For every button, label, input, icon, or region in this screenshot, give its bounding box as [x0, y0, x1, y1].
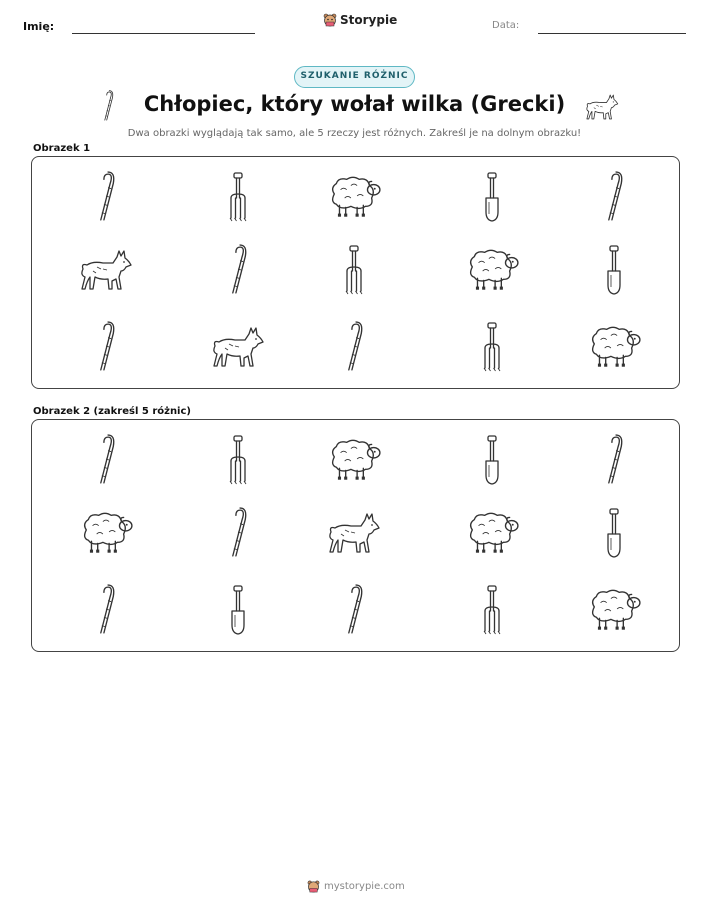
picture1-pitchfork-icon [227, 172, 249, 222]
bear-logo-icon [323, 13, 337, 27]
name-label: Imię: [23, 20, 55, 33]
picture2-sheep-icon[interactable] [78, 511, 134, 555]
picture1-wolf-icon [79, 247, 133, 293]
picture1-pitchfork-icon [343, 245, 365, 295]
picture1-sheep-icon [464, 248, 520, 292]
picture1-shovel-icon [603, 245, 625, 295]
picture2-cane-icon[interactable] [343, 584, 365, 636]
picture1-cane-icon [603, 171, 625, 223]
picture2-sheep-icon[interactable] [586, 588, 642, 632]
picture2-pitchfork-icon[interactable] [481, 585, 503, 635]
picture1-label: Obrazek 1 [33, 143, 91, 154]
picture2-cane-icon[interactable] [95, 434, 117, 486]
brand-logo [323, 13, 397, 27]
picture1-sheep-icon [586, 325, 642, 369]
name-line[interactable] [72, 33, 255, 34]
picture1-sheep-icon [326, 175, 382, 219]
footer [307, 880, 405, 893]
picture2-cane-icon[interactable] [95, 584, 117, 636]
category-badge: SZUKANIE RÓŻNIC [294, 66, 415, 88]
title-wolf-icon [585, 92, 619, 122]
picture2-wolf-icon[interactable] [327, 510, 381, 556]
picture2-pitchfork-icon[interactable] [227, 435, 249, 485]
picture2-shovel-icon[interactable] [603, 508, 625, 558]
picture2-panel[interactable] [31, 419, 680, 652]
picture2-sheep-icon[interactable] [464, 511, 520, 555]
picture1-pitchfork-icon [481, 322, 503, 372]
footer-url: mystorypie.com [324, 881, 405, 892]
brand-name: Storypie [340, 13, 398, 27]
picture2-label: Obrazek 2 (zakreśl 5 różnic) [33, 406, 191, 417]
picture2-sheep-icon[interactable] [326, 438, 382, 482]
picture1-cane-icon [95, 321, 117, 373]
picture1-cane-icon [95, 171, 117, 223]
date-label: Data: [492, 20, 520, 31]
instructions: Dwa obrazki wyglądają tak samo, ale 5 rzeczy jest różnych. Zakreśl je na dolnym obrazku! [127, 128, 582, 139]
picture1-cane-icon [227, 244, 249, 296]
picture2-shovel-icon[interactable] [227, 585, 249, 635]
picture1-wolf-icon [211, 324, 265, 370]
picture2-shovel-icon[interactable] [481, 435, 503, 485]
date-line[interactable] [538, 33, 686, 34]
picture2-cane-icon[interactable] [603, 434, 625, 486]
picture1-panel [31, 156, 680, 389]
page-title: Chłopiec, który wołał wilka (Grecki) [143, 92, 566, 116]
picture1-shovel-icon [481, 172, 503, 222]
picture1-cane-icon [343, 321, 365, 373]
picture2-cane-icon[interactable] [227, 507, 249, 559]
bear-logo-icon [307, 880, 320, 893]
